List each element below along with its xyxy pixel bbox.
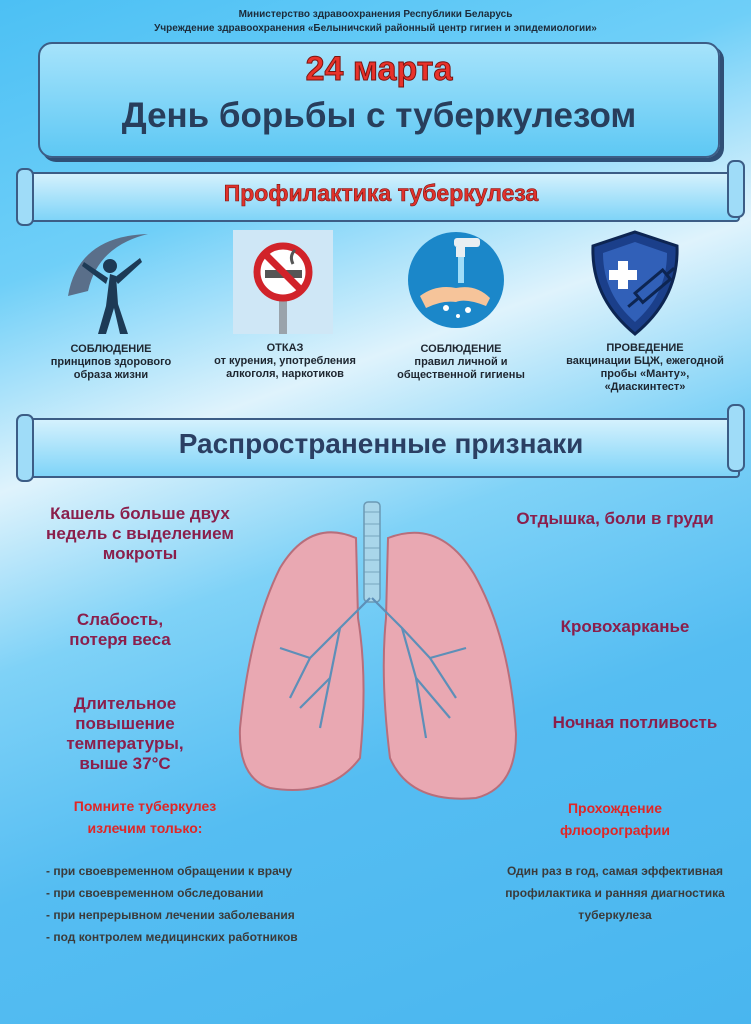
prevention-caption-2: [205, 342, 365, 381]
prevention-caption-3: [386, 343, 536, 382]
symptoms-heading: Распространенные признаки: [178, 428, 584, 459]
no-smoking-icon: [233, 230, 333, 330]
institution-name: Учреждение здравоохранения «Белыничский районный центр гигиен и эпидемиологии»: [154, 23, 597, 34]
event-date: 24 марта: [305, 50, 453, 88]
symptom-right-3: Ночная потливость: [552, 713, 718, 732]
symptom-left-2: Слабость, потеря веса: [69, 610, 171, 649]
title-banner: [38, 42, 720, 158]
curable-list: [46, 860, 316, 948]
symptom-right-2: Кровохарканье: [560, 617, 690, 636]
prevention-caption-4: [560, 342, 730, 394]
prevention-heading: Профилактика туберкулеза: [223, 180, 539, 206]
lungs-icon: [230, 498, 530, 808]
list-item: - при своевременном обследовании: [46, 886, 264, 900]
page-title: День борьбы с туберкулезом: [121, 96, 637, 135]
symptom-left-1: Кашель больше двух недель с выделением мокроты: [46, 504, 234, 563]
list-item: - при непрерывном лечении заболевания: [46, 908, 295, 922]
prevention-caption-text: правил личной и общественной гигиены: [397, 356, 525, 381]
prevention-caption-title: СОБЛЮДЕНИЕ: [420, 343, 502, 355]
fluoro-heading: Прохождение флюорографии: [559, 800, 671, 838]
hand-washing-icon: [406, 228, 506, 328]
ministry-name: Министерство здравоохранения Республики Беларусь: [238, 9, 513, 20]
prevention-caption-title: ПРОВЕДЕНИЕ: [606, 342, 684, 354]
prevention-caption-title: СОБЛЮДЕНИЕ: [70, 343, 152, 355]
prevention-caption-text: от курения, употребления алкоголя, наркотиков: [214, 355, 356, 380]
symptom-left-3: Длительное повышение температуры, выше 37°С: [66, 694, 184, 773]
prevention-caption-text: принципов здорового образа жизни: [50, 356, 172, 381]
symptom-right-1: Отдышка, боли в груди: [516, 509, 714, 528]
list-item: - под контролем медицинских работников: [46, 930, 298, 944]
prevention-caption-title: ОТКАЗ: [266, 342, 304, 354]
prevention-caption-1: [36, 343, 186, 382]
vaccine-shield-icon: [585, 228, 685, 328]
healthy-lifestyle-icon: [58, 226, 158, 326]
list-item: - при своевременном обращении к врачу: [46, 864, 293, 878]
curable-heading: Помните туберкулез излечим только:: [73, 798, 217, 836]
fluoro-text: Один раз в год, самая эффективная профилактика и ранняя диагностика туберкулеза: [505, 864, 725, 922]
prevention-caption-text: вакцинации БЦЖ, ежегодной пробы «Манту», «Диаскинтест»: [566, 355, 724, 393]
